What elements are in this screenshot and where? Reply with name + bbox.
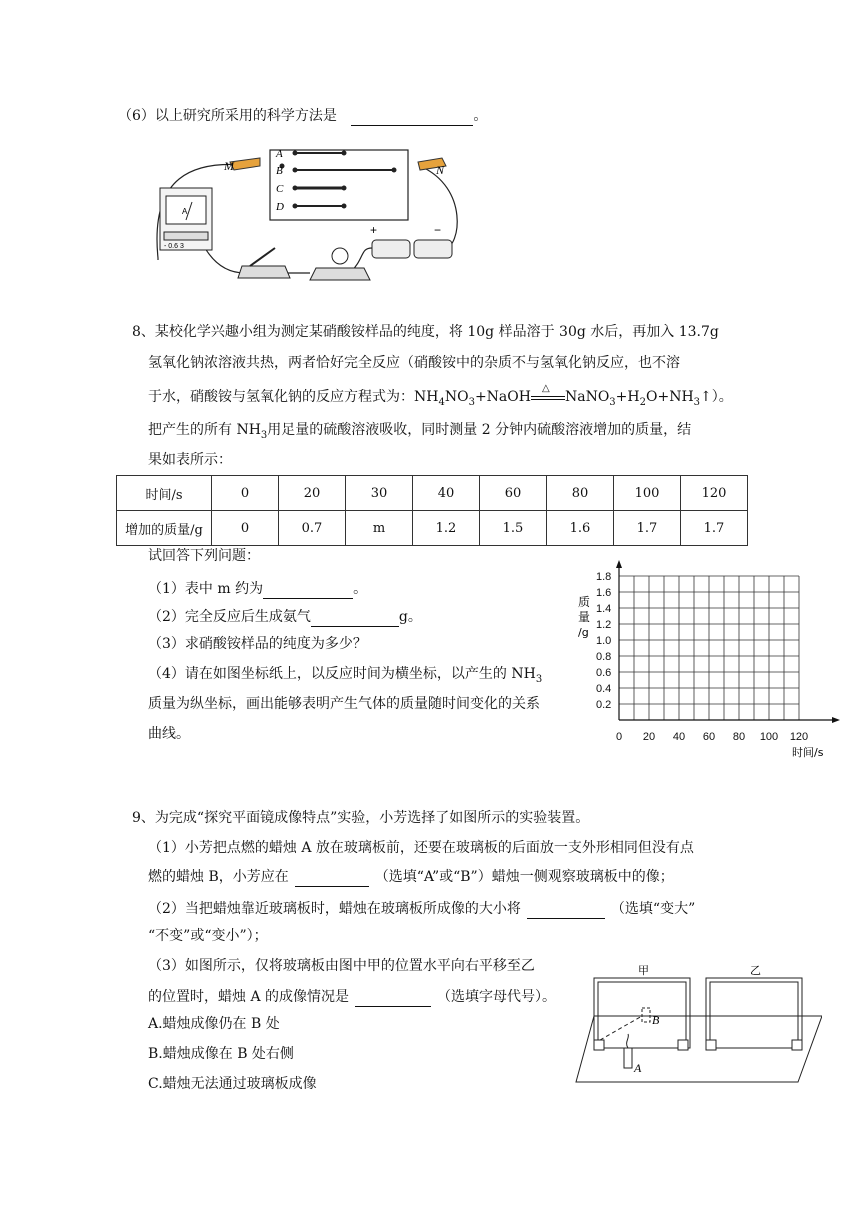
glass-plate-jia [594, 978, 690, 1048]
y-tick-label: 0.8 [596, 651, 612, 663]
x-axis-label: 时间/s [792, 746, 824, 759]
label-minus: − [434, 223, 442, 237]
q8-s4-2: 质量为纵坐标，画出能够表明产生气体的质量随时间变化的关系 [148, 696, 540, 712]
q8-try: 试回答下列问题： [148, 548, 260, 564]
q8-intro-4: 把产生的所有 $NH_3$用足量的硫酸溶液吸收，同时测量 2 分钟内硫酸溶液增加的质量，结 [148, 422, 692, 441]
q8-s3: （3）求硝酸铵样品的纯度为多少？ [148, 636, 367, 652]
q8-s1: （1）表中 m 约为 。 [148, 578, 367, 599]
q8-intro-3: 于水，硝酸铵与氢氧化钠的反应方程式为：$NH_4NO_3+NaOH$ △ $NaNO_3+H_2O+NH_3↑$）。 [148, 387, 733, 413]
label-C: C [276, 183, 284, 195]
q9-s1-1: （1）小芳把点燃的蜡烛 A 放在玻璃板前，还要在玻璃板的后面放一支外形相同但没有点 [148, 840, 694, 856]
reaction-arrow [531, 383, 565, 407]
circuit-diagram [150, 148, 470, 288]
q9-option-c: C.蜡烛无法通过玻璃板成像 [148, 1076, 317, 1092]
table-cell: 1.2 [413, 511, 480, 546]
table-cell: 0.7 [279, 511, 346, 546]
y-axis-arrow [616, 560, 622, 568]
y-label-2: 量 [578, 610, 591, 624]
x-axis-arrow [832, 717, 840, 723]
mirror-figure [572, 964, 822, 1088]
q9-s3-blank[interactable] [355, 986, 431, 1007]
y-tick-label: 0.2 [596, 699, 612, 711]
candle-a [624, 1048, 632, 1068]
table-cell: 100 [614, 476, 681, 511]
q9-option-a: A.蜡烛成像仍在 B 处 [148, 1016, 280, 1032]
label-jia: 甲 [638, 964, 649, 977]
y-tick-label: 1.8 [596, 571, 612, 583]
label-candle-a: A [634, 1061, 642, 1075]
x-tick-label: 120 [789, 731, 809, 743]
table-cell: 1.6 [547, 511, 614, 546]
x-tick-label: 80 [732, 731, 746, 743]
q9-s1-2: 燃的蜡烛 B，小芳应在 （选填“A”或“B”）蜡烛一侧观察玻璃板中的像； [148, 866, 674, 887]
table-cell: 120 [681, 476, 748, 511]
label-yi: 乙 [750, 964, 761, 977]
label-candle-b: B [652, 1013, 660, 1027]
y-tick-label: 1.6 [596, 587, 612, 599]
q8-s4-3: 曲线。 [148, 726, 190, 742]
q8-s2-blank[interactable] [311, 606, 399, 627]
graph-paper [566, 558, 848, 764]
q9-s3-2: 的位置时，蜡烛 A 的成像情况是 （选填字母代号）。 [148, 986, 556, 1007]
table-cell: 20 [279, 476, 346, 511]
q7-sub6-text: （6）以上研究所采用的科学方法是 [118, 108, 337, 124]
q8-s1-blank[interactable] [263, 578, 353, 599]
y-label-1: 质 [578, 595, 591, 609]
x-tick-label: 100 [759, 731, 779, 743]
q9-option-b: B.蜡烛成像在 B 处右侧 [148, 1046, 294, 1062]
q9-s2-blank[interactable] [527, 898, 605, 919]
glass-plate-yi [706, 978, 802, 1048]
x-tick-label: 60 [702, 731, 716, 743]
x-tick-label: 40 [672, 731, 686, 743]
y-tick-label: 1.0 [596, 635, 612, 647]
grid-lines [619, 576, 799, 720]
y-tick-label: 0.4 [596, 683, 612, 695]
q8-intro-2: 氢氧化钠浓溶液共热，两者恰好完全反应（硝酸铵中的杂质不与氢氧化钠反应，也不溶 [148, 355, 680, 371]
q7-sub6 [118, 105, 487, 126]
q9-s2-1: （2）当把蜡烛靠近玻璃板时，蜡烛在玻璃板所成像的大小将 （选填“变大” [148, 898, 695, 919]
bulb [310, 248, 370, 280]
table-cell: 1.7 [614, 511, 681, 546]
q9-intro: 9、为完成“探究平面镜成像特点”实验，小芳选择了如图所示的实验装置。 [132, 810, 590, 826]
q8-intro-1: 8、某校化学兴趣小组为测定某硝酸铵样品的纯度，将 10g 样品溶于 30g 水后，再加入 13.7g [132, 324, 719, 340]
label-M: M [224, 159, 234, 173]
table-cell: 40 [413, 476, 480, 511]
heat-symbol: △ [541, 383, 550, 394]
x-tick-label: 0 [615, 731, 623, 743]
table-cell: 80 [547, 476, 614, 511]
q8-s4-1: （4）请在如图坐标纸上，以反应时间为横坐标，以产生的 $NH_3$ [148, 666, 543, 685]
meter-label: A [182, 207, 188, 216]
battery-pack [372, 240, 452, 258]
label-N: N [436, 163, 445, 177]
x-tick-label: 20 [642, 731, 656, 743]
label-B: B [276, 165, 283, 177]
switch [238, 248, 290, 278]
table-cell: 0 [212, 511, 279, 546]
table-cell: 60 [480, 476, 547, 511]
table-cell: 增加的质量/g [117, 511, 212, 546]
table-cell: 1.5 [480, 511, 547, 546]
ammeter [160, 188, 212, 250]
q7-sub6-blank[interactable] [351, 105, 473, 126]
label-A: A [276, 148, 283, 160]
y-tick-label: 0.6 [596, 667, 612, 679]
table-cell: m [346, 511, 413, 546]
label-D: D [276, 201, 284, 213]
table-cell: 0 [212, 476, 279, 511]
candle-b [642, 1008, 650, 1022]
table-row [117, 511, 748, 546]
q7-sub6-tail: 。 [473, 108, 488, 124]
data-table [116, 475, 748, 546]
y-tick-label: 1.4 [596, 603, 612, 615]
label-plus: + [370, 223, 378, 237]
q9-s2-2: “不变”或“变小”）； [148, 928, 268, 944]
table-row [117, 476, 748, 511]
y-label-3: /g [578, 626, 589, 639]
table-cell: 时间/s [117, 476, 212, 511]
table-cell: 30 [346, 476, 413, 511]
q9-s3-1: （3）如图所示，仅将玻璃板由图中甲的位置水平向右平移至乙 [148, 958, 535, 974]
q8-s2: （2）完全反应后生成氨气 g。 [148, 606, 422, 627]
table-cell: 1.7 [681, 511, 748, 546]
q8-intro-5: 果如表所示： [148, 452, 232, 468]
y-tick-label: 1.2 [596, 619, 612, 631]
table-surface [576, 1016, 822, 1082]
meter-scale: - 0.6 3 [164, 243, 184, 250]
q9-s1-blank[interactable] [295, 866, 369, 887]
wire-board [270, 150, 408, 220]
